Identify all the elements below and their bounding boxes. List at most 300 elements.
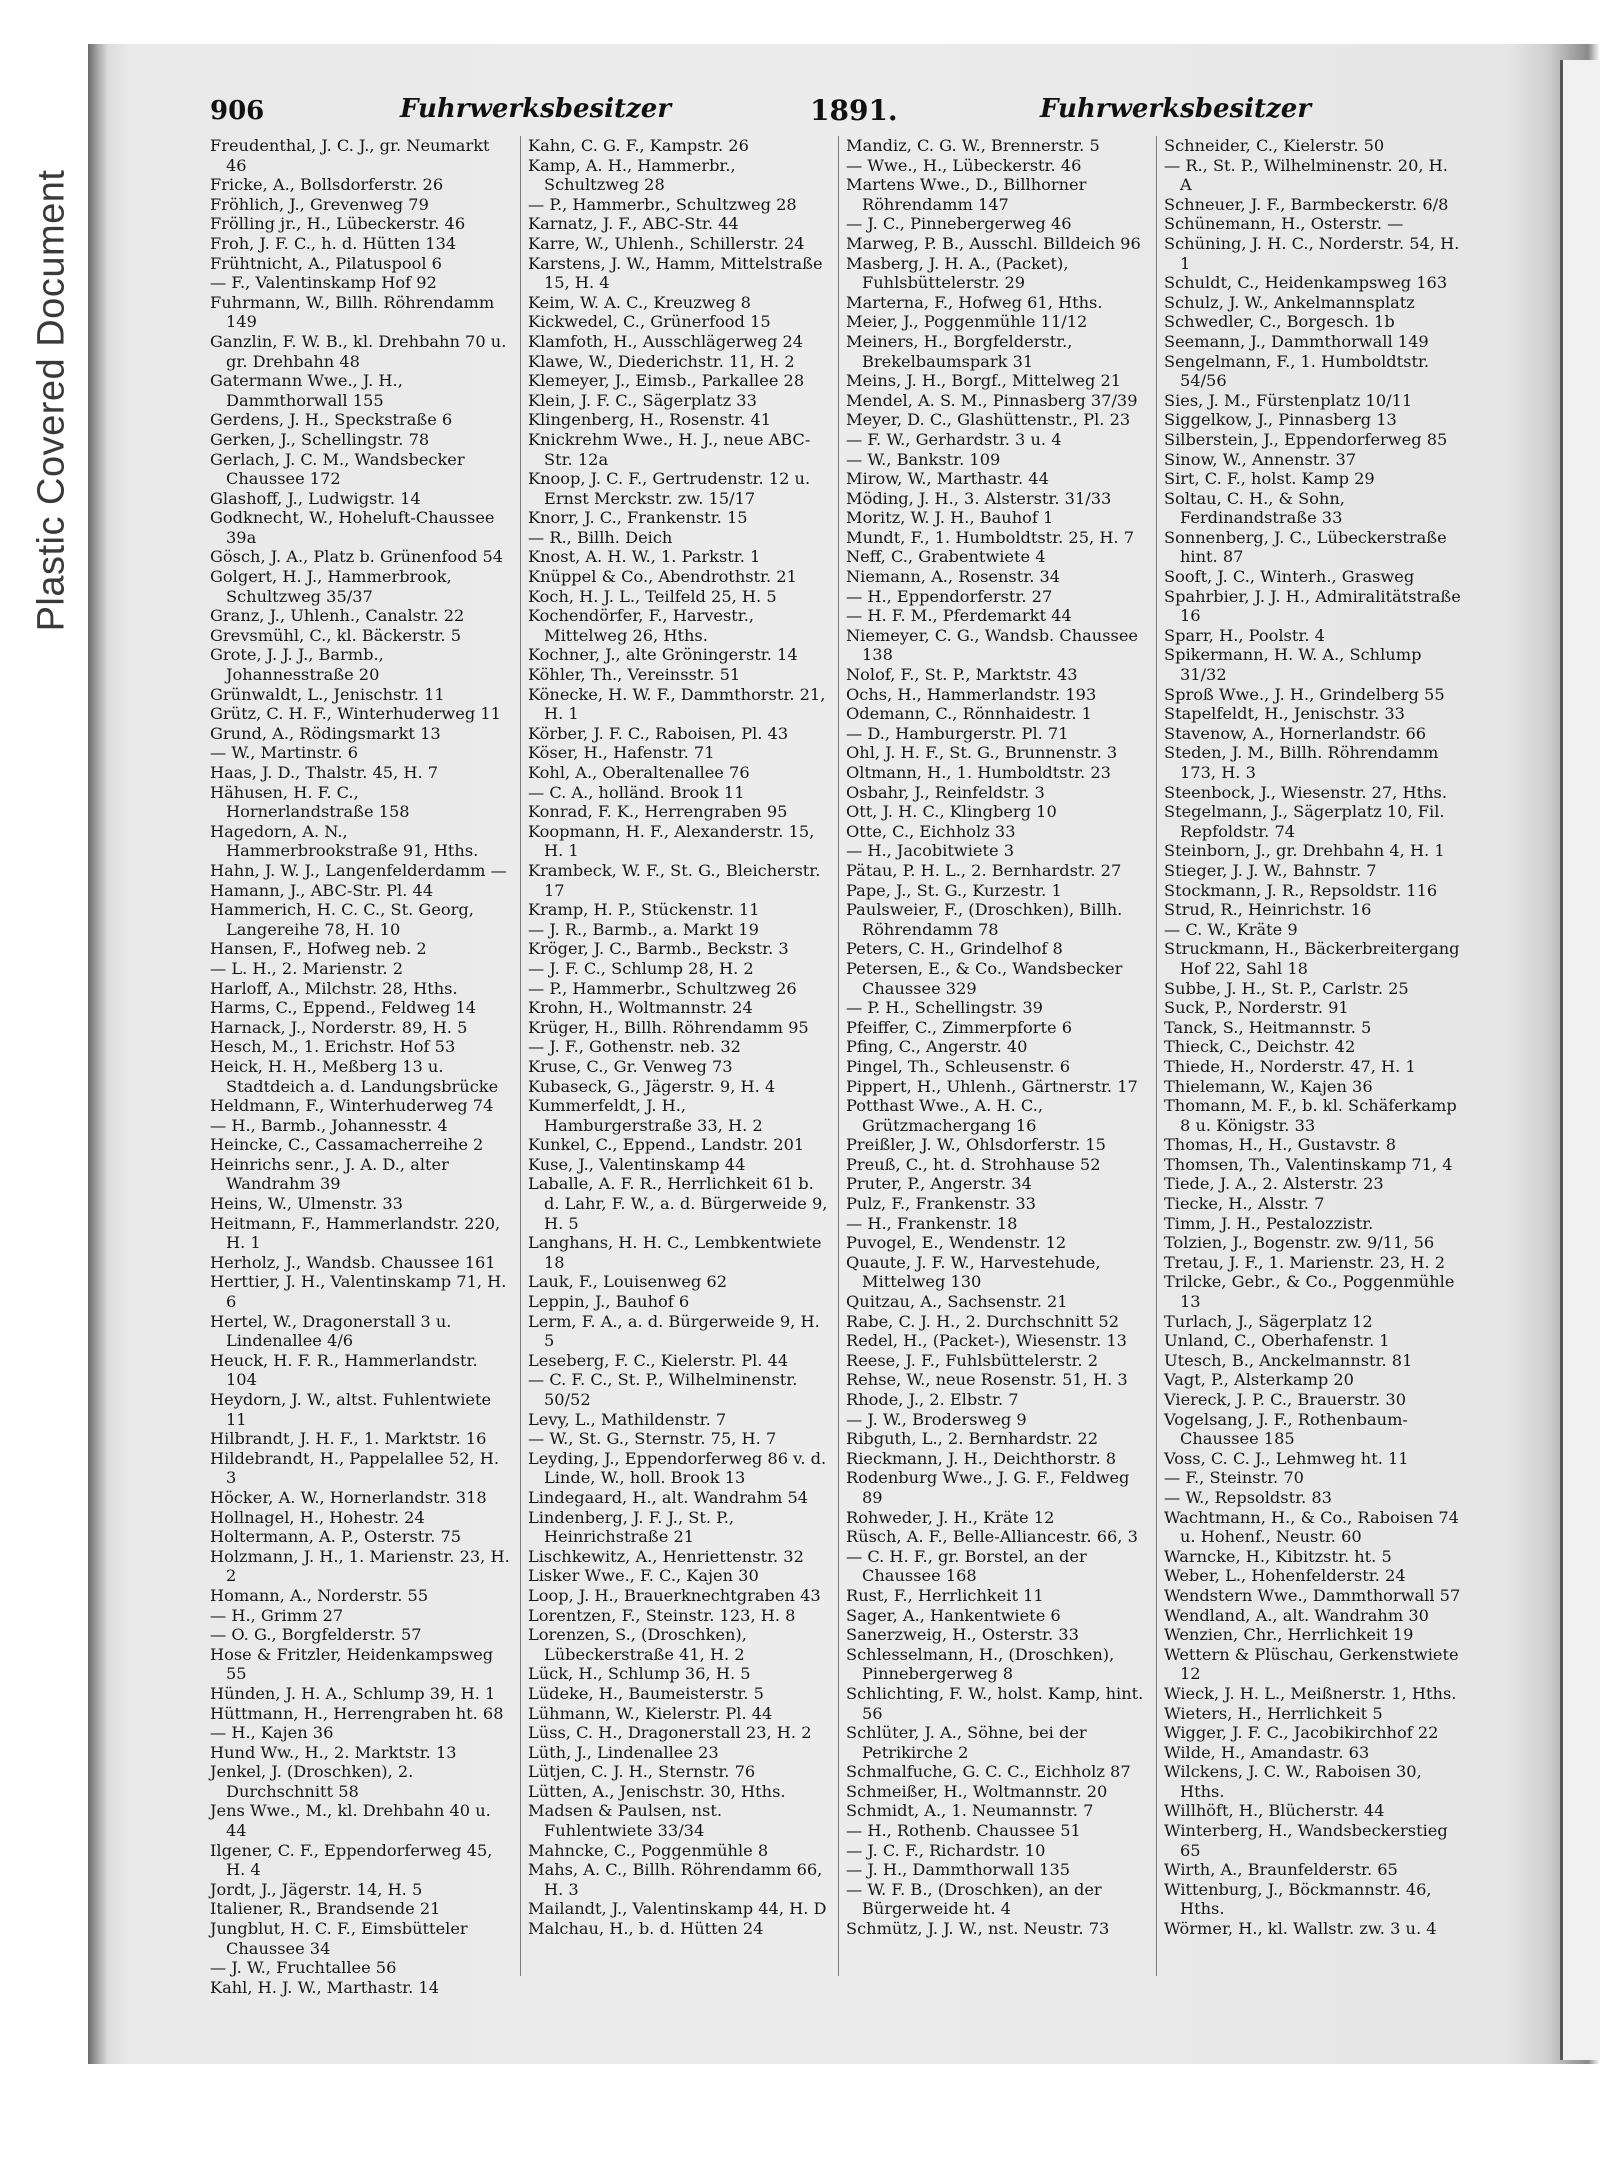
directory-entry: Loop, J. H., Brauerknechtgraben 43 xyxy=(528,1585,821,1605)
directory-entry: Thomsen, Th., Valentinskamp 71, 4 xyxy=(1164,1154,1453,1174)
directory-entry: Rüsch, A. F., Belle-Alliancestr. 66, 3 xyxy=(846,1527,1138,1547)
directory-entry: Pfing, C., Angerstr. 40 xyxy=(846,1037,1028,1057)
directory-entry: Redel, H., (Packet-), Wiesenstr. 13 xyxy=(846,1331,1127,1351)
directory-entry: Sengelmann, F., 1. Humboldtstr. 54/56 xyxy=(1164,351,1430,391)
directory-entry: Tretau, J. F., 1. Marienstr. 23, H. 2 xyxy=(1164,1252,1446,1272)
directory-entry: Thieck, C., Deichstr. 42 xyxy=(1164,1037,1356,1057)
directory-entry: — R., St. P., Wilhelminenstr. 20, H. A xyxy=(1164,155,1448,195)
directory-entry: Ott, J. H. C., Klingberg 10 xyxy=(846,802,1057,822)
directory-entry: Glashoff, J., Ludwigstr. 14 xyxy=(210,488,421,508)
directory-entry: Laballe, A. F. R., Herrlichkeit 61 b. d. Lahr, F. W., a. d. Bürgerweide 9, H. 5 xyxy=(528,1174,828,1233)
directory-entry: Marterna, F., Hofweg 61, Hths. xyxy=(846,292,1103,312)
directory-entry: Schneider, C., Kielerstr. 50 xyxy=(1164,136,1385,155)
directory-entry: Kahl, H. J. W., Marthastr. 14 xyxy=(210,1977,440,1997)
directory-entry: Voss, C. C. J., Lehmweg ht. 11 xyxy=(1164,1448,1409,1468)
directory-entry: Keim, W. A. C., Kreuzweg 8 xyxy=(528,292,751,312)
directory-entry: Konrad, F. K., Herrengraben 95 xyxy=(528,802,788,822)
side-label-text: Plastic Covered Document xyxy=(30,169,73,631)
directory-entry: Karnatz, J. F., ABC-Str. 44 xyxy=(528,214,739,234)
directory-entry: Fricke, A., Bollsdorferstr. 26 xyxy=(210,175,444,195)
directory-entry: Stieger, J. J. W., Bahnstr. 7 xyxy=(1164,860,1377,880)
directory-entry: Lütten, A., Jenischstr. 30, Hths. xyxy=(528,1781,786,1801)
directory-entry: Lischkewitz, A., Henriettenstr. 32 xyxy=(528,1546,804,1566)
directory-entry: Lütjen, C. J. H., Sternstr. 76 xyxy=(528,1762,756,1782)
directory-entry: Hamann, J., ABC-Str. Pl. 44 xyxy=(210,880,434,900)
directory-entry: Reese, J. F., Fuhlsbüttelerstr. 2 xyxy=(846,1350,1098,1370)
directory-entry: Pruter, P., Angerstr. 34 xyxy=(846,1174,1032,1194)
directory-entry: Vogelsang, J. F., Rothenbaum-Chaussee 185 xyxy=(1164,1409,1408,1449)
directory-entry: Mirow, W., Marthastr. 44 xyxy=(846,469,1049,489)
directory-entry: Sies, J. M., Fürstenplatz 10/11 xyxy=(1164,390,1413,410)
directory-entry: Sirt, C. F., holst. Kamp 29 xyxy=(1164,469,1375,489)
directory-entry: Frölling jr., H., Lübeckerstr. 46 xyxy=(210,214,466,234)
directory-entry: Hesch, M., 1. Erichstr. Hof 53 xyxy=(210,1037,456,1057)
directory-entry: Schlichting, F. W., holst. Kamp, hint. 56 xyxy=(846,1683,1144,1723)
directory-entry: Heydorn, J. W., altst. Fuhlentwiete 11 xyxy=(210,1390,492,1429)
directory-entry: Schmeißer, H., Woltmannstr. 20 xyxy=(846,1781,1108,1801)
column-1 xyxy=(210,136,510,1997)
directory-entry: Timm, J. H., Pestalozzistr. xyxy=(1164,1213,1374,1233)
directory-entry: Schmidt, A., 1. Neumannstr. 7 xyxy=(846,1801,1094,1821)
directory-entry: Sparr, H., Poolstr. 4 xyxy=(1164,625,1325,645)
directory-entry: Peters, C. H., Grindelhof 8 xyxy=(846,939,1063,959)
directory-entry: Herttier, J. H., Valentinskamp 71, H. 6 xyxy=(210,1272,507,1312)
directory-entry: Lauk, F., Louisenweg 62 xyxy=(528,1272,728,1292)
directory-entry: Sinow, W., Annenstr. 37 xyxy=(1164,449,1357,469)
directory-entry: — J. R., Barmb., a. Markt 19 xyxy=(528,919,759,939)
directory-entry: Kramp, H. P., Stückenstr. 11 xyxy=(528,900,760,920)
directory-entry: Lühmann, W., Kielerstr. Pl. 44 xyxy=(528,1703,773,1723)
directory-entry: Soltau, C. H., & Sohn, Ferdinandstraße 33 xyxy=(1164,488,1345,528)
directory-entry: Tolzien, J., Bogenstr. zw. 9/11, 56 xyxy=(1164,1233,1435,1253)
directory-entry: Trilcke, Gebr., & Co., Poggenmühle 13 xyxy=(1164,1272,1455,1312)
directory-entry: Leseberg, F. C., Kielerstr. Pl. 44 xyxy=(528,1350,789,1370)
directory-entry: Mendel, A. S. M., Pinnasberg 37/39 xyxy=(846,390,1138,410)
directory-entry: Mahs, A. C., Billh. Röhrendamm 66, H. 3 xyxy=(528,1860,823,1899)
directory-entry: — W., Martinstr. 6 xyxy=(210,743,359,763)
directory-entry: Homann, A., Norderstr. 55 xyxy=(210,1585,429,1605)
directory-entry: Meiners, H., Borgfelderstr., Brekelbaumspark 31 xyxy=(846,331,1073,371)
directory-entry: Thielemann, W., Kajen 36 xyxy=(1164,1076,1373,1096)
directory-entry: Turlach, J., Sägerplatz 12 xyxy=(1164,1311,1373,1331)
directory-entry: Rohweder, J. H., Kräte 12 xyxy=(846,1507,1055,1527)
directory-entry: Grünwaldt, L., Jenischstr. 11 xyxy=(210,684,445,704)
directory-entry: Holzmann, J. H., 1. Marienstr. 23, H. 2 xyxy=(210,1546,510,1586)
directory-entry: Rust, F., Herrlichkeit 11 xyxy=(846,1585,1044,1605)
directory-entry: Freudenthal, J. C. J., gr. Neumarkt 46 xyxy=(210,136,490,175)
directory-entry: Wilckens, J. C. W., Raboisen 30, Hths. xyxy=(1164,1762,1422,1801)
directory-entry: Wigger, J. F. C., Jacobikirchhof 22 xyxy=(1164,1723,1439,1743)
directory-entry: Wenzien, Chr., Herrlichkeit 19 xyxy=(1164,1625,1414,1645)
directory-entry: Pingel, Th., Schleusenstr. 6 xyxy=(846,1056,1070,1076)
directory-entry: Tanck, S., Heitmannstr. 5 xyxy=(1164,1017,1372,1037)
directory-entry: — J. W., Brodersweg 9 xyxy=(846,1409,1027,1429)
directory-entry: Petersen, E., & Co., Wandsbecker Chaussee 329 xyxy=(846,958,1123,998)
directory-entry: Sager, A., Hankentwiete 6 xyxy=(846,1605,1061,1625)
directory-entry: — H., Grimm 27 xyxy=(210,1605,344,1625)
column-rule xyxy=(520,136,521,1976)
directory-entry: Ochs, H., Hammerlandstr. 193 xyxy=(846,684,1097,704)
directory-entry: Wirth, A., Braunfelderstr. 65 xyxy=(1164,1860,1398,1880)
directory-entry: Wieters, H., Herrlichkeit 5 xyxy=(1164,1703,1383,1723)
directory-entry: Otte, C., Eichholz 33 xyxy=(846,821,1016,841)
directory-entry: Kuse, J., Valentinskamp 44 xyxy=(528,1154,746,1174)
directory-entry: Pulz, F., Frankenstr. 33 xyxy=(846,1194,1036,1214)
directory-entry: Krohn, H., Woltmannstr. 24 xyxy=(528,998,753,1018)
directory-entry: Höcker, A. W., Hornerlandstr. 318 xyxy=(210,1487,487,1507)
directory-entry: Heins, W., Ulmenstr. 33 xyxy=(210,1194,403,1214)
directory-entry: Niemeyer, C. G., Wandsb. Chaussee 138 xyxy=(846,625,1139,665)
directory-entry: Kohl, A., Oberaltenallee 76 xyxy=(528,763,750,782)
directory-entry: Hünden, J. H. A., Schlump 39, H. 1 xyxy=(210,1683,496,1703)
directory-entry: Lorenzen, S., (Droschken), Lübeckerstraße 41, H. 2 xyxy=(528,1625,747,1664)
directory-entry: Langhans, H. H. C., Lembkentwiete 18 xyxy=(528,1233,822,1272)
directory-entry: Knüppel & Co., Abendrothstr. 21 xyxy=(528,567,797,587)
directory-entry: Wendland, A., alt. Wandrahm 30 xyxy=(1164,1605,1429,1625)
directory-entry: Italiener, R., Brandsende 21 xyxy=(210,1899,441,1919)
directory-entry: Golgert, H. J., Hammerbrook, Schultzweg 35/37 xyxy=(210,567,452,606)
page-header xyxy=(210,90,1430,130)
directory-entry: Vagt, P., Alsterkamp 20 xyxy=(1164,1370,1354,1390)
directory-entry: Sonnenberg, J. C., Lübeckerstraße hint. 87 xyxy=(1164,527,1447,567)
directory-entry: Neff, C., Grabentwiete 4 xyxy=(846,547,1046,567)
directory-entry: Viereck, J. P. C., Brauerstr. 30 xyxy=(1164,1390,1407,1409)
directory-entry: — P., Hammerbr., Schultzweg 28 xyxy=(528,194,797,214)
directory-entry: Mundt, F., 1. Humboldtstr. 25, H. 7 xyxy=(846,527,1135,547)
directory-entry: Moritz, W. J. H., Bauhof 1 xyxy=(846,508,1054,528)
directory-entry: Osbahr, J., Reinfeldstr. 3 xyxy=(846,782,1045,802)
directory-entry: Quaute, J. F. W., Harvestehude, Mittelweg 130 xyxy=(846,1252,1101,1292)
directory-entry: — C. A., holländ. Brook 11 xyxy=(528,782,745,802)
directory-entry: Schlüter, J. A., Söhne, bei der Petrikirche 2 xyxy=(846,1723,1087,1762)
directory-entry: Schwedler, C., Borgesch. 1b xyxy=(1164,312,1395,332)
directory-entry: Thiede, H., Norderstr. 47, H. 1 xyxy=(1164,1056,1416,1076)
directory-entry: Hammerich, H. C. C., St. Georg, Langereihe 78, H. 10 xyxy=(210,900,474,939)
directory-entry: Heinrichs senr., J. A. D., alter Wandrahm 39 xyxy=(210,1154,449,1194)
directory-entry: Puvogel, E., Wendenstr. 12 xyxy=(846,1233,1067,1253)
directory-entry: Pippert, H., Uhlenh., Gärtnerstr. 17 xyxy=(846,1076,1138,1096)
directory-entry: Nolof, F., St. P., Marktstr. 43 xyxy=(846,665,1078,685)
directory-entry: Körber, J. F. C., Raboisen, Pl. 43 xyxy=(528,723,789,743)
directory-entry: Strud, R., Heinrichstr. 16 xyxy=(1164,900,1372,920)
directory-entry: — J. H., Dammthorwall 135 xyxy=(846,1860,1071,1880)
directory-entry: Weber, L., Hohenfelderstr. 24 xyxy=(1164,1566,1406,1586)
directory-entry: Köser, H., Hafenstr. 71 xyxy=(528,743,715,763)
directory-entry: — O. G., Borgfelderstr. 57 xyxy=(210,1625,422,1645)
directory-entry: Hose & Fritzler, Heidenkampsweg 55 xyxy=(210,1644,494,1684)
directory-entry: — W., Repsoldstr. 83 xyxy=(1164,1487,1332,1507)
directory-entry: Lüss, C. H., Dragonerstall 23, H. 2 xyxy=(528,1723,812,1743)
directory-entry: Krüger, H., Billh. Röhrendamm 95 xyxy=(528,1017,809,1037)
directory-entry: — F., Steinstr. 70 xyxy=(1164,1468,1304,1488)
directory-entry: Kubaseck, G., Jägerstr. 9, H. 4 xyxy=(528,1076,776,1096)
directory-entry: Ohl, J. H. F., St. G., Brunnenstr. 3 xyxy=(846,743,1118,763)
directory-entry: — W. F. B., (Droschken), an der Bürgerweide ht. 4 xyxy=(846,1879,1102,1919)
directory-entry: Wendstern Wwe., Dammthorwall 57 xyxy=(1164,1585,1461,1605)
directory-entry: — F. W., Gerhardstr. 3 u. 4 xyxy=(846,429,1062,449)
directory-entry: Schmütz, J. J. W., nst. Neustr. 73 xyxy=(846,1919,1110,1939)
directory-entry: Winterberg, H., Wandsbeckerstieg 65 xyxy=(1164,1821,1448,1860)
directory-entry: — H., Frankenstr. 18 xyxy=(846,1213,1018,1233)
column-4 xyxy=(1164,136,1464,1939)
directory-entry: Seemann, J., Dammthorwall 149 xyxy=(1164,331,1429,351)
directory-entry: — C. F. C., St. P., Wilhelminenstr. 50/52 xyxy=(528,1370,798,1409)
directory-entry: Stavenow, A., Hornerlandstr. 66 xyxy=(1164,723,1427,743)
directory-entry: Klingenberg, H., Rosenstr. 41 xyxy=(528,410,772,430)
directory-entry: Niemann, A., Rosenstr. 34 xyxy=(846,567,1061,587)
directory-entry: Hund Ww., H., 2. Marktstr. 13 xyxy=(210,1742,457,1762)
directory-entry: Klawe, W., Diederichstr. 11, H. 2 xyxy=(528,351,795,371)
directory-entry: Stockmann, J. R., Repsoldstr. 116 xyxy=(1164,880,1438,900)
running-title-left: Fuhrwerksbesitzer xyxy=(400,94,672,124)
directory-entry: Silberstein, J., Eppendorferweg 85 xyxy=(1164,429,1448,449)
directory-entry: Lisker Wwe., F. C., Kajen 30 xyxy=(528,1566,759,1586)
directory-entry: Lüth, J., Lindenallee 23 xyxy=(528,1742,719,1762)
directory-entry: Suck, P., Norderstr. 91 xyxy=(1164,998,1349,1018)
directory-entry: — W., St. G., Sternstr. 75, H. 7 xyxy=(528,1429,777,1449)
directory-entry: Schneuer, J. F., Barmbeckerstr. 6/8 xyxy=(1164,194,1449,214)
directory-entry: Lüdeke, H., Baumeisterstr. 5 xyxy=(528,1683,764,1703)
directory-entry: Fuhrmann, W., Billh. Röhrendamm 149 xyxy=(210,292,495,332)
directory-entry: Mailandt, J., Valentinskamp 44, H. D xyxy=(528,1899,827,1919)
directory-entry: — J. C. F., Richardstr. 10 xyxy=(846,1840,1046,1860)
directory-entry: Lück, H., Schlump 36, H. 5 xyxy=(528,1664,751,1684)
directory-entry: — L. H., 2. Marienstr. 2 xyxy=(210,958,404,978)
directory-entry: Karre, W., Uhlenh., Schillerstr. 24 xyxy=(528,233,805,253)
column-3 xyxy=(846,136,1146,1939)
directory-entry: — C. W., Kräte 9 xyxy=(1164,919,1298,939)
directory-entry: — J. C., Pinnebergerweg 46 xyxy=(846,214,1072,234)
directory-entry: Marweg, P. B., Ausschl. Billdeich 96 xyxy=(846,233,1141,253)
directory-entry: Haas, J. D., Thalstr. 45, H. 7 xyxy=(210,763,439,782)
directory-entry: Grund, A., Rödingsmarkt 13 xyxy=(210,723,441,743)
directory-entry: Madsen & Paulsen, nst. Fuhlentwiete 33/34 xyxy=(528,1801,723,1841)
directory-entry: Hagedorn, A. N., Hammerbrookstraße 91, Hths. xyxy=(210,821,479,861)
directory-entry: Wachtmann, H., & Co., Raboisen 74 u. Hohenf., Neustr. 60 xyxy=(1164,1507,1459,1547)
directory-entry: Könecke, H. W. F., Dammthorstr. 21, H. 1 xyxy=(528,684,826,724)
directory-entry: Stegelmann, J., Sägerplatz 10, Fil. Repfoldstr. 74 xyxy=(1164,802,1445,841)
column-rule xyxy=(1156,136,1157,1976)
directory-entry: Oltmann, H., 1. Humboldtstr. 23 xyxy=(846,763,1111,782)
directory-entry: Kröger, J. C., Barmb., Beckstr. 3 xyxy=(528,939,789,959)
directory-entry: Schlesselmann, H., (Droschken), Pinnebergerweg 8 xyxy=(846,1644,1115,1684)
directory-entry: Steden, J. M., Billh. Röhrendamm 173, H. 3 xyxy=(1164,743,1439,782)
side-label xyxy=(22,120,82,680)
directory-entry: Thomann, M. F., b. kl. Schäferkamp 8 u. Königstr. 33 xyxy=(1164,1096,1457,1135)
directory-entry: Granz, J., Uhlenh., Canalstr. 22 xyxy=(210,606,465,626)
directory-entry: Utesch, B., Anckelmannstr. 81 xyxy=(1164,1350,1413,1370)
directory-entry: Masberg, J. H. A., (Packet), Fuhlsbüttelerstr. 29 xyxy=(846,253,1069,293)
directory-entry: Leppin, J., Bauhof 6 xyxy=(528,1292,690,1312)
directory-entry: Klein, J. F. C., Sägerplatz 33 xyxy=(528,390,757,410)
directory-entry: Heuck, H. F. R., Hammerlandstr. 104 xyxy=(210,1350,478,1390)
directory-entry: Pätau, P. H. L., 2. Bernhardstr. 27 xyxy=(846,860,1122,880)
directory-entry: Hilbrandt, J. H. F., 1. Marktstr. 16 xyxy=(210,1429,487,1449)
directory-entry: Lindegaard, H., alt. Wandrahm 54 xyxy=(528,1487,809,1507)
directory-entry: Gerlach, J. C. M., Wandsbecker Chaussee 172 xyxy=(210,449,465,489)
directory-entry: Schüning, J. H. C., Norderstr. 54, H. 1 xyxy=(1164,233,1460,273)
directory-entry: Kummerfeldt, J. H., Hamburgerstraße 33, H. 2 xyxy=(528,1096,763,1135)
directory-entry: Krambeck, W. F., St. G., Bleicherstr. 17 xyxy=(528,860,821,900)
directory-entry: Schuldt, C., Heidenkampsweg 163 xyxy=(1164,273,1448,293)
directory-entry: Preuß, C., ht. d. Strohhause 52 xyxy=(846,1154,1101,1174)
directory-entry: Steinborn, J., gr. Drehbahn 4, H. 1 xyxy=(1164,841,1445,861)
directory-entry: Tiecke, H., Alsstr. 7 xyxy=(1164,1194,1325,1214)
directory-entry: Kamp, A. H., Hammerbr., Schultzweg 28 xyxy=(528,155,736,195)
directory-entry: Gösch, J. A., Platz b. Grünenfood 54 xyxy=(210,547,504,567)
directory-entry: Grote, J. J. J., Barmb., Johannesstraße 20 xyxy=(210,645,384,685)
directory-entry: Paulsweier, F., (Droschken), Billh. Röhrendamm 78 xyxy=(846,900,1123,939)
directory-entry: Odemann, C., Rönnhaidestr. 1 xyxy=(846,704,1092,724)
running-title-right: Fuhrwerksbesitzer xyxy=(1040,94,1312,124)
directory-entry: Rieckmann, J. H., Deichthorstr. 8 xyxy=(846,1448,1117,1468)
directory-entry: Gerdens, J. H., Speckstraße 6 xyxy=(210,410,453,430)
directory-entry: — H. F. M., Pferdemarkt 44 xyxy=(846,606,1072,626)
directory-entry: Thomas, H., H., Gustavstr. 8 xyxy=(1164,1135,1396,1155)
directory-entry: — H., Kajen 36 xyxy=(210,1723,334,1743)
directory-entry: Möding, J. H., 3. Alsterstr. 31/33 xyxy=(846,488,1112,508)
directory-entry: Godknecht, W., Hoheluft-Chaussee 39a xyxy=(210,508,495,547)
directory-entry: — J. F. C., Schlump 28, H. 2 xyxy=(528,958,754,978)
directory-entry: Preißler, J. W., Ohlsdorferstr. 15 xyxy=(846,1135,1106,1155)
directory-entry: Subbe, J. H., St. P., Carlstr. 25 xyxy=(1164,978,1409,998)
directory-entry: — P., Hammerbr., Schultzweg 26 xyxy=(528,978,797,998)
directory-entry: Leyding, J., Eppendorferweg 86 v. d. Linde, W., holl. Brook 13 xyxy=(528,1448,827,1488)
directory-entry: Rehse, W., neue Rosenstr. 51, H. 3 xyxy=(846,1370,1128,1390)
directory-entry: Gatermann Wwe., J. H., Dammthorwall 155 xyxy=(210,371,403,410)
directory-entry: Heldmann, F., Winterhuderweg 74 xyxy=(210,1096,494,1116)
directory-entry: Hahn, J. W. J., Langenfelderdamm — xyxy=(210,860,507,880)
directory-entry: Levy, L., Mathildenstr. 7 xyxy=(528,1409,727,1429)
directory-entry: — R., Billh. Deich xyxy=(528,527,673,547)
directory-entry: Knost, A. H. W., 1. Parkstr. 1 xyxy=(528,547,761,567)
directory-entry: Ilgener, C. F., Eppendorferweg 45, H. 4 xyxy=(210,1840,493,1880)
directory-entry: — H., Jacobitwiete 3 xyxy=(846,841,1015,861)
directory-entry: Kruse, C., Gr. Venweg 73 xyxy=(528,1056,733,1076)
column-rule xyxy=(838,136,839,1976)
directory-entry: Pfeiffer, C., Zimmerpforte 6 xyxy=(846,1017,1073,1037)
directory-entry: Schulz, J. W., Ankelmannsplatz xyxy=(1164,292,1415,312)
directory-entry: Schünemann, H., Osterstr. — xyxy=(1164,214,1404,234)
directory-entry: Tiede, J. A., 2. Alsterstr. 23 xyxy=(1164,1174,1384,1194)
directory-entry: Köhler, Th., Vereinsstr. 51 xyxy=(528,665,741,685)
directory-entry: Hähusen, H. F. C., Hornerlandstraße 158 xyxy=(210,782,410,822)
directory-entry: Kahn, C. G. F., Kampstr. 26 xyxy=(528,136,749,155)
directory-entry: Warncke, H., Kibitzstr. ht. 5 xyxy=(1164,1546,1392,1566)
page-number: 906 xyxy=(210,96,265,126)
directory-entry: Knickrehm Wwe., H. J., neue ABC-Str. 12a xyxy=(528,429,811,469)
directory-entry: Hüttmann, H., Herrengraben ht. 68 xyxy=(210,1703,504,1723)
directory-entry: Heitmann, F., Hammerlandstr. 220, H. 1 xyxy=(210,1213,501,1253)
directory-entry: Wettern & Plüschau, Gerkenstwiete 12 xyxy=(1164,1644,1459,1684)
directory-entry: Sooft, J. C., Winterh., Grasweg xyxy=(1164,567,1415,587)
directory-entry: — J. F., Gothenstr. neb. 32 xyxy=(528,1037,741,1057)
directory-page xyxy=(210,90,1490,1997)
directory-entry: Siggelkow, J., Pinnasberg 13 xyxy=(1164,410,1397,430)
directory-entry: Grevsmühl, C., kl. Bäckerstr. 5 xyxy=(210,625,461,645)
directory-entry: Kunkel, C., Eppend., Landstr. 201 xyxy=(528,1135,805,1155)
directory-entry: Rabe, C. J. H., 2. Durchschnitt 52 xyxy=(846,1311,1119,1331)
directory-entry: Jens Wwe., M., kl. Drehbahn 40 u. 44 xyxy=(210,1801,491,1841)
directory-entry: Mandiz, C. G. W., Brennerstr. 5 xyxy=(846,136,1100,155)
directory-entry: Knorr, J. C., Frankenstr. 15 xyxy=(528,508,748,528)
directory-entry: Wörmer, H., kl. Wallstr. zw. 3 u. 4 xyxy=(1164,1919,1437,1939)
directory-entry: Potthast Wwe., A. H. C., Grützmachergang 16 xyxy=(846,1096,1044,1135)
directory-entry: — F., Valentinskamp Hof 92 xyxy=(210,273,437,293)
directory-entry: Karstens, J. W., Hamm, Mittelstraße 15, H. 4 xyxy=(528,253,823,293)
directory-entry: — H., Eppendorferstr. 27 xyxy=(846,586,1053,606)
directory-entry: Harms, C., Eppend., Feldweg 14 xyxy=(210,998,477,1018)
directory-entry: — H., Rothenb. Chaussee 51 xyxy=(846,1821,1081,1841)
directory-entry: Struckmann, H., Bäckerbreitergang Hof 22, Sahl 18 xyxy=(1164,939,1460,978)
directory-entry: Unland, C., Oberhafenstr. 1 xyxy=(1164,1331,1390,1351)
directory-entry: Meier, J., Poggenmühle 11/12 xyxy=(846,312,1088,332)
directory-entry: Froh, J. F. C., h. d. Hütten 134 xyxy=(210,233,457,253)
directory-entry: Mahncke, C., Poggenmühle 8 xyxy=(528,1840,769,1860)
directory-entry: Pape, J., St. G., Kurzestr. 1 xyxy=(846,880,1062,900)
directory-entry: Klamfoth, H., Ausschlägerweg 24 xyxy=(528,331,804,351)
directory-entry: — W., Bankstr. 109 xyxy=(846,449,1001,469)
directory-entry: Hildebrandt, H., Pappelallee 52, H. 3 xyxy=(210,1448,500,1488)
directory-entry: Jenkel, J. (Droschken), 2. Durchschnitt 58 xyxy=(210,1762,414,1801)
directory-entry: Harnack, J., Norderstr. 89, H. 5 xyxy=(210,1017,468,1037)
directory-entry: Sproß Wwe., J. H., Grindelberg 55 xyxy=(1164,684,1445,704)
directory-entry: Koopmann, H. F., Alexanderstr. 15, H. 1 xyxy=(528,821,815,861)
directory-entry: Hollnagel, H., Hohestr. 24 xyxy=(210,1507,425,1527)
directory-entry: Steenbock, J., Wiesenstr. 27, Hths. xyxy=(1164,782,1447,802)
directory-entry: Harloff, A., Milchstr. 28, Hths. xyxy=(210,978,458,998)
directory-entry: — D., Hamburgerstr. Pl. 71 xyxy=(846,723,1069,743)
directory-entry: Hansen, F., Hofweg neb. 2 xyxy=(210,939,427,959)
directory-entry: Stapelfeldt, H., Jenischstr. 33 xyxy=(1164,704,1405,724)
directory-entry: Jordt, J., Jägerstr. 14, H. 5 xyxy=(210,1879,423,1899)
directory-entry: Martens Wwe., D., Billhorner Röhrendamm 147 xyxy=(846,175,1087,214)
directory-entry: — P. H., Schellingstr. 39 xyxy=(846,998,1043,1018)
directory-entry: Lindenberg, J. F. J., St. P., Heinrichstraße 21 xyxy=(528,1507,735,1547)
directory-entry: Lorentzen, F., Steinstr. 123, H. 8 xyxy=(528,1605,796,1625)
directory-entry: Ganzlin, F. W. B., kl. Drehbahn 70 u. gr. Drehbahn 48 xyxy=(210,331,507,371)
directory-entry: Wieck, J. H. L., Meißnerstr. 1, Hths. xyxy=(1164,1683,1457,1703)
directory-entry: Fröhlich, J., Grevenweg 79 xyxy=(210,194,429,214)
directory-entry: Sanerzweig, H., Osterstr. 33 xyxy=(846,1625,1079,1645)
directory-entry: Frühtnicht, A., Pilatuspool 6 xyxy=(210,253,442,273)
directory-entry: Knoop, J. C. F., Gertrudenstr. 12 u. Ernst Merckstr. zw. 15/17 xyxy=(528,469,811,508)
directory-entry: Meyer, D. C., Glashüttenstr., Pl. 23 xyxy=(846,410,1131,430)
directory-entry: Rhode, J., 2. Elbstr. 7 xyxy=(846,1390,1019,1409)
directory-entry: — J. W., Fruchtallee 56 xyxy=(210,1958,397,1978)
adjacent-page-edge xyxy=(1560,60,1600,2060)
directory-entry: Grütz, C. H. F., Winterhuderweg 11 xyxy=(210,704,501,724)
directory-entry: Holtermann, A. P., Osterstr. 75 xyxy=(210,1527,462,1547)
directory-entry: Meins, J. H., Borgf., Mittelweg 21 xyxy=(846,371,1122,391)
directory-entry: Rodenburg Wwe., J. G. F., Feldweg 89 xyxy=(846,1468,1130,1507)
directory-entry: Kickwedel, C., Grünerfood 15 xyxy=(528,312,771,332)
directory-entry: Malchau, H., b. d. Hütten 24 xyxy=(528,1919,764,1939)
directory-entry: Wilde, H., Amandastr. 63 xyxy=(1164,1742,1370,1762)
directory-entry: — H., Barmb., Johannesstr. 4 xyxy=(210,1115,448,1135)
directory-entry: Koch, H. J. L., Teilfeld 25, H. 5 xyxy=(528,586,777,606)
directory-entry: Quitzau, A., Sachsenstr. 21 xyxy=(846,1292,1068,1312)
directory-entry: Schmalfuche, G. C. C., Eichholz 87 xyxy=(846,1762,1131,1782)
directory-entry: Spikermann, H. W. A., Schlump 31/32 xyxy=(1164,645,1422,685)
directory-entry: Hertel, W., Dragonerstall 3 u. Lindenallee 4/6 xyxy=(210,1311,452,1351)
directory-entry: Ribguth, L., 2. Bernhardstr. 22 xyxy=(846,1429,1098,1449)
directory-entry: Wittenburg, J., Böckmannstr. 46, Hths. xyxy=(1164,1879,1432,1919)
directory-entry: Herholz, J., Wandsb. Chaussee 161 xyxy=(210,1252,496,1272)
directory-entry: Willhöft, H., Blücherstr. 44 xyxy=(1164,1801,1385,1821)
directory-entry: — Wwe., H., Lübeckerstr. 46 xyxy=(846,155,1082,175)
directory-entry: Spahrbier, J. J. H., Admiralitätstraße 16 xyxy=(1164,586,1461,626)
